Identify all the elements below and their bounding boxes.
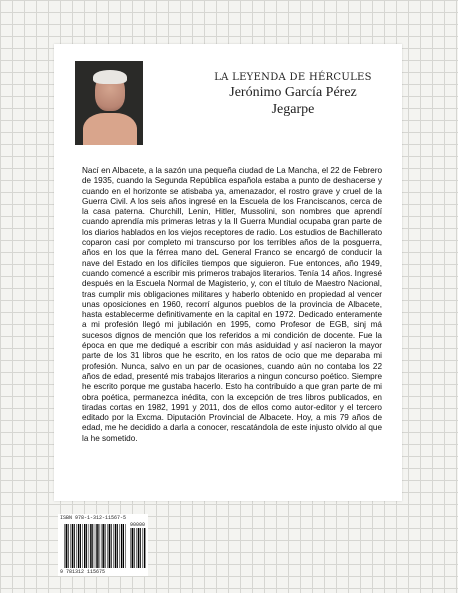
- price-code: 90000: [130, 522, 146, 528]
- author-name: Jerónimo García Pérez: [229, 85, 357, 100]
- barcode-bars: [64, 524, 126, 568]
- book-header: [198, 72, 388, 118]
- author-biography: Nací en Albacete, a la sazón una pequeña ciudad de La Mancha, el 22 de Febrero de 1935, cuando la Segunda República española estaba a punto de deshacerse y cuando en el horizonte se atisbaba ya, amenazador, el rostro grave y cruel de la Guerra Civil. A los seis años ingresé en la Escuela de los Franciscanos, cerca de la casa paterna. Churchill, Lenin, Hitler, Mussolini, son nombres que aprendí cuando aprendía mis primeras letras y la II Guerra Mundial ocupaba gran parte de los diarios hablados en los viejos receptores de radio. Los estudios de Bachillerato coparon casi por completo mi transcurso por los terribles años de la posguerra, años en los que la férrea mano deL General Franco se encargó de conducir la nave del Estado en los difíciles tiempos que siguieron. Fue entonces, año 1949, cuando comencé a escribir mis primeros trabajos literarios. Tenía 14 años. Ingresé después en la Escuela Normal de Magisterio, y, con el título de Maestro Nacional, tras cumplir mis obligaciones militares y haberlo obtenido en propiedad al vencer unas oposiciones en 1960, recorrí algunos pueblos de la provincia de Albacete, hasta establecerme definitivamente en la capital en 1972. Dedicado enteramente a mi profesión llegó mi jubilación en 1995, como Profesor de EGB, sinj má sucesos dignos de mención que los referidos a mi condición de docente. Fue la época en que me dediqué a escribir con más asiduidad y así nacieron la mayor parte de los 31 libros que he escrito, en los ratos de ocio que me deparaba mi profesión. Nunca, salvo en un par de ocasiones, cuando aún no contaba los 22 años de edad, presenté mis trabajos literarios a ningun concurso poético. Siempre he escrito porque me gustaba hacerlo. Esto ha contribuido a que gran parte de mi obra poética, permanezca inédita, con la excepción de tres libros publicados, en tiradas cortas en 1982, 1991 y 2011, dos de ellos como autor-editor y el tercero editado por la Excma. Diputación Provincial de Albacete. Hoy, a mis 79 años de edad, me he decidido a darla a conocer, rescatándola de este injusto olvido al que la he sometido.: [82, 166, 382, 443]
- isbn-digits: 9 781312 115675: [60, 569, 106, 575]
- isbn-barcode: [58, 514, 148, 576]
- book-title: LA LEYENDA DE HÉRCULES: [214, 72, 372, 83]
- price-code-bars: [130, 528, 146, 568]
- portrait-shirt: [83, 113, 137, 145]
- author-portrait: [75, 61, 143, 145]
- isbn-label: ISBN 978-1-312-11567-5: [60, 515, 127, 521]
- author-pseudonym: Jegarpe: [271, 102, 315, 117]
- portrait-hair: [93, 70, 127, 84]
